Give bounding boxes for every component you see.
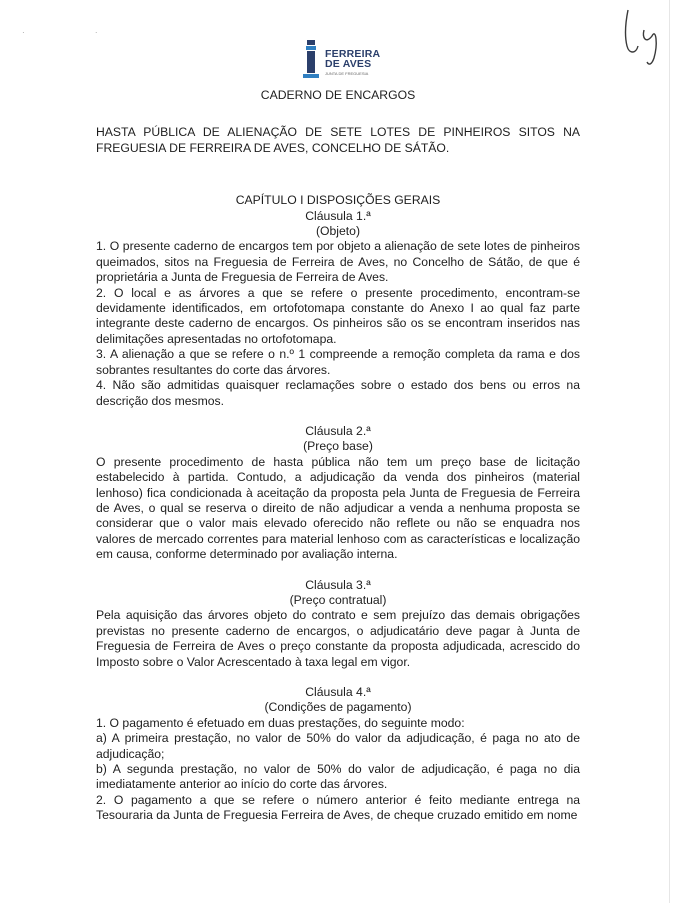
scan-specks: · · [22, 28, 132, 37]
clause-4-paragraph-2: a) A primeira prestação, no valor de 50% do valor da adjudicação, é paga no ato de adjudicação; [96, 731, 580, 761]
document-header: CADERNO DE ENCARGOS [260, 88, 416, 102]
scan-edge [669, 0, 670, 903]
logo-line-2: DE AVES [325, 58, 372, 70]
clause-1-title: (Objeto) [315, 224, 361, 239]
clause-1-number: Cláusula 1.ª [305, 208, 371, 223]
clause-1-paragraph-1: 1. O presente caderno de encargos tem por objeto a alienação de sete lotes de pinheiros queimados, sitos na Freguesia de Ferreira de Aves, no Concelho de Sátão, de que é proprietária a Junta de Freguesia de Ferreira de Aves. [96, 239, 580, 285]
chapter-heading: CAPÍTULO I DISPOSIÇÕES GERAIS [235, 193, 441, 208]
clause-4-title: (Condições de pagamento) [264, 700, 412, 715]
logo-line-1: FERREIRA [325, 48, 381, 60]
clause-2-title: (Preço base) [303, 439, 373, 454]
handwritten-initials-icon [616, 4, 668, 68]
logo [298, 36, 388, 82]
document-body [96, 88, 580, 824]
clause-4-paragraph-4: 2. O pagamento a que se refere o número anterior é feito mediante entrega na Tesouraria da Junta de Freguesia Ferreira de Aves, de cheque cruzado emitido em nome [96, 792, 580, 823]
clause-3-paragraph-1: Pela aquisição das árvores objeto do contrato e sem prejuízo das demais obrigações previstas no presente caderno de encargos, o adjudicatário deve pagar à Junta de Freguesia de Ferreira de Aves o preço constante da proposta adjudicada, acrescido do Imposto sobre o Valor Acrescentado à taxa legal em vigor. [96, 608, 580, 669]
clause-2-number: Cláusula 2.ª [305, 423, 371, 438]
clause-4-paragraph-3: b) A segunda prestação, no valor de 50% do valor de adjudicação, é paga no dia imediatamente anterior ao início do corte das árvores. [96, 762, 580, 792]
logo-tower-icon [302, 38, 320, 80]
clause-3-number: Cláusula 3.ª [305, 577, 371, 592]
clause-1-paragraph-2: 2. O local e as árvores a que se refere o presente procedimento, encontram-se devidamente identificados, em ortofotomapa constante do Anexo I ao qual faz parte integrante deste caderno de encargos. Os pinheiros são os se encontram inseridos nas delimitações apresentadas no ortofotomapa. [96, 285, 580, 346]
clause-4-paragraph-1: 1. O pagamento é efetuado em duas prestações, do seguinte modo: [96, 715, 465, 730]
clause-2-paragraph-1: O presente procedimento de hasta pública não tem um preço base de licitação estabelecido à partida. Contudo, a adjudicação da venda dos pinheiros (material lenhoso) fica condicionada à aceitação da proposta pela Junta de Freguesia de Ferreira de Aves, o qual se reserva o direito de não adjudicar a venda a nenhuma proposta se considerar que o valor mais elevado oferecido não reflete ou não se enquadra nos valores de mercado correntes para material lenhoso com as características e localização em causa, conforme determinado por avaliação interna. [96, 454, 580, 562]
logo-line-3: JUNTA DE FREGUESIA [325, 71, 369, 76]
clause-1-paragraph-4: 4. Não são admitidas quaisquer reclamações sobre o estado dos bens ou erros na descrição dos mesmos. [96, 378, 580, 408]
clause-3-title: (Preço contratual) [289, 592, 387, 607]
clause-1-paragraph-3: 3. A alienação a que se refere o n.º 1 compreende a remoção completa da rama e dos sobrantes resultantes do corte das árvores. [96, 347, 580, 377]
document-subject: HASTA PÚBLICA DE ALIENAÇÃO DE SETE LOTES DE PINHEIROS SITOS NA FREGUESIA DE FERREIRA DE AVES, CONCELHO DE SÁTÃO. [96, 125, 580, 155]
clause-4-number: Cláusula 4.ª [305, 685, 371, 699]
